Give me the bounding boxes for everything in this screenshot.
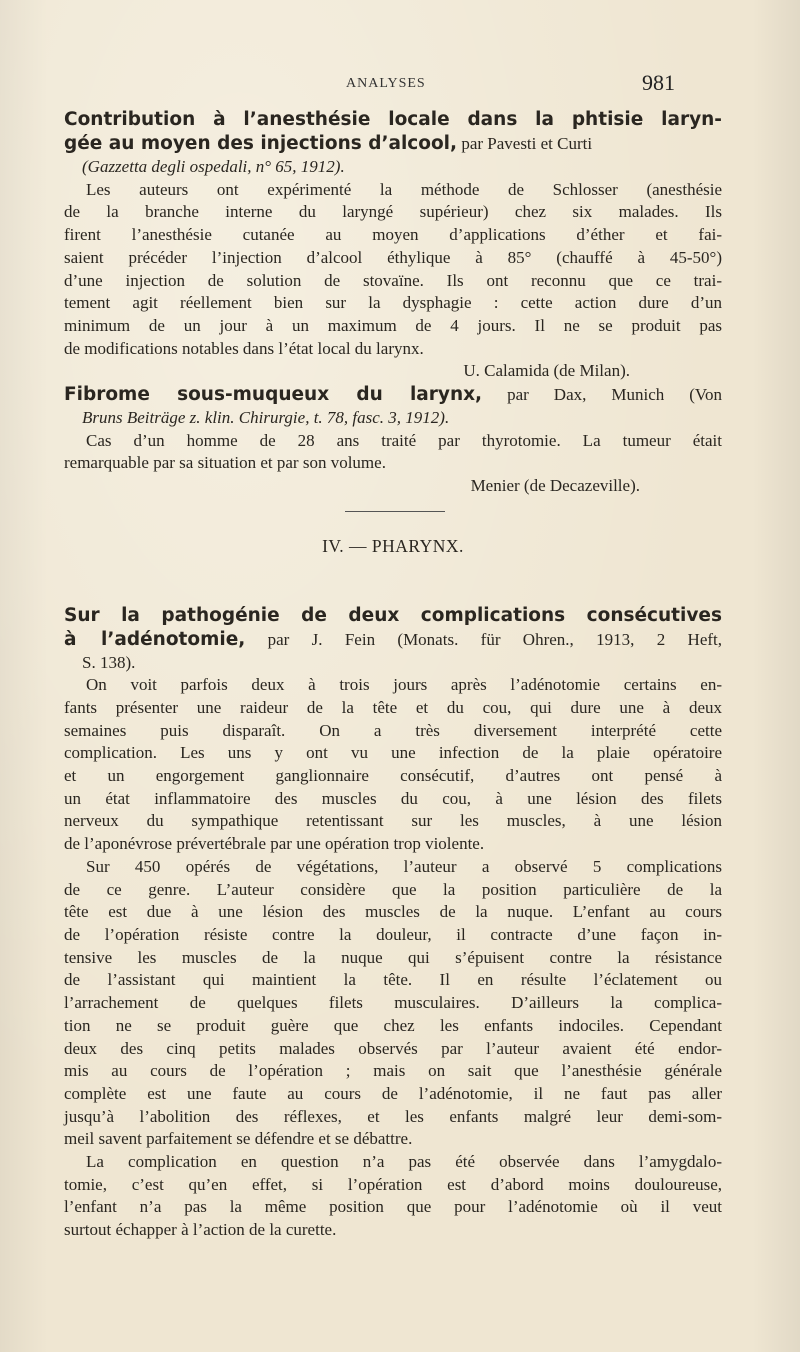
article-title: Fibrome sous-muqueux du larynx, par Dax, Munich (Von [64,384,722,406]
paragraph-line: tement agit réellement bien sur la dysphagie : cette action dure d’un [64,293,722,313]
article-title: Sur la pathogénie de deux complications consécutives [64,604,722,626]
page-body [64,108,722,1242]
article-fibrome [64,383,722,498]
paragraph-line: un état inflammatoire des muscles du cou, à une lésion des filets [64,788,722,808]
paragraph-line: jusqu’à l’abolition des réflexes, et les enfants malgré leur demi-som- [64,1106,722,1126]
paragraph-line: fants présenter une raideur de la tête et du cou, qui dure une à deux [64,697,722,717]
paragraph-line: La complication en question n’a pas été observée dans l’amygdalo- [86,1152,722,1172]
article-byline: par J. Fein (Monats. für Ohren., 1913, 2 Heft, [245,629,722,649]
paragraph-line: complication. Les uns y ont vu une infection de la plaie opératoire [64,743,722,763]
paragraph-line: de l’aponévrose prévertébrale par une opération trop violente. [64,834,485,854]
article-byline: par Dax, Munich (Von [482,385,722,405]
paragraph-line: deux des cinq petits malades observés par l’auteur avaient été endor- [64,1038,722,1058]
paragraph-line: surtout échapper à l’action de la curette. [64,1220,337,1240]
article-source: Bruns Beiträge z. klin. Chirurgie, t. 78, fasc. 3, 1912). [82,408,450,428]
article-anesthesie-locale [64,108,722,383]
paragraph-line: mis au cours de l’opération ; mais on sait que l’anesthésie générale [64,1061,722,1081]
paragraph-line: firent l’anesthésie cutanée au moyen d’applications d’éther et fai- [64,225,722,245]
paragraph-line: minimum de un jour à un maximum de 4 jours. Il ne se produit pas [64,315,722,335]
paragraph-line: de modifications notables dans l’état local du larynx. [64,338,424,358]
paragraph-line: l’enfant n’a pas la même position que pour l’adénotomie où il veut [64,1197,722,1217]
article-title: Contribution à l’anesthésie locale dans la phtisie laryn- [64,109,722,130]
paragraph-line: Sur 450 opérés de végétations, l’auteur a observé 5 complications [86,856,722,876]
article-source: (Gazzetta degli ospedali, n° 65, 1912). [82,157,345,176]
paragraph-line: Cas d’un homme de 28 ans traité par thyrotomie. La tumeur était [86,430,722,450]
paragraph-line: tion ne se produit guère que chez les enfants indociles. Cependant [64,1015,722,1035]
article-byline: par Pavesti et Curti [457,134,593,153]
section-divider-rule [345,511,445,512]
article-source: S. 138). [82,652,136,672]
paragraph-line: meil savent parfaitement se défendre et se débattre. [64,1129,413,1149]
paragraph-line: nerveux du sympathique retentissant sur les muscles, à une lésion [64,811,722,831]
paragraph-line: Les auteurs ont expérimenté la méthode de Schlosser (anesthésie [86,179,722,199]
reviewer-signature: Menier (de Decazeville). [470,476,640,496]
paragraph-line: tête est due à une lésion des muscles de la nuque. L’enfant au cours [64,902,722,922]
paragraph-line: On voit parfois deux à trois jours après l’adénotomie certains en- [86,675,722,695]
paragraph-line: tensive les muscles de la nuque qui s’épuisent contre la résistance [64,947,722,967]
paragraph-line: l’arrachement de quelques filets musculaires. D’ailleurs la complica- [64,993,722,1013]
paragraph-line: de l’opération résiste contre la douleur, il contracte d’une façon in- [64,924,722,944]
reviewer-signature: U. Calamida (de Milan). [463,361,630,381]
paragraph-line: remarquable par sa situation et par son volume. [64,453,386,473]
article-title-continued: gée au moyen des injections d’alcool, par Pavesti et Curti [64,133,593,154]
running-head [0,70,800,94]
running-title: ANALYSES [346,76,426,91]
article-adenotomie [64,604,722,1242]
page-number: 981 [642,70,675,95]
paragraph-line: de la branche interne du laryngé supérieur) chez six malades. Ils [64,202,722,222]
paragraph-line: et un engorgement ganglionnaire consécutif, d’autres ont pensé à [64,766,722,786]
paragraph-line: d’une injection de solution de stovaïne. Ils ont reconnu que ce trai- [64,270,722,290]
paragraph-line: saient précéder l’injection d’alcool éthylique à 85° (chauffé à 45-50°) [64,247,722,267]
article-title-continued: à l’adénotomie, par J. Fein (Monats. für Ohren., 1913, 2 Heft, [64,628,722,650]
paragraph-line: complète est une faute au cours de l’adénotomie, il ne faut pas aller [64,1083,722,1103]
paragraph-line: semaines puis disparaît. On a très diversement interprété cette [64,720,722,740]
paragraph-line: de l’assistant qui maintient la tête. Il en résulte l’éclatement ou [64,970,722,990]
section-heading: IV. — PHARYNX. [322,535,464,556]
paragraph-line: tomie, c’est qu’en effet, si l’opération est d’abord moins douloureuse, [64,1174,722,1194]
paragraph-line: de ce genre. L’auteur considère que la position particulière de la [64,879,722,899]
